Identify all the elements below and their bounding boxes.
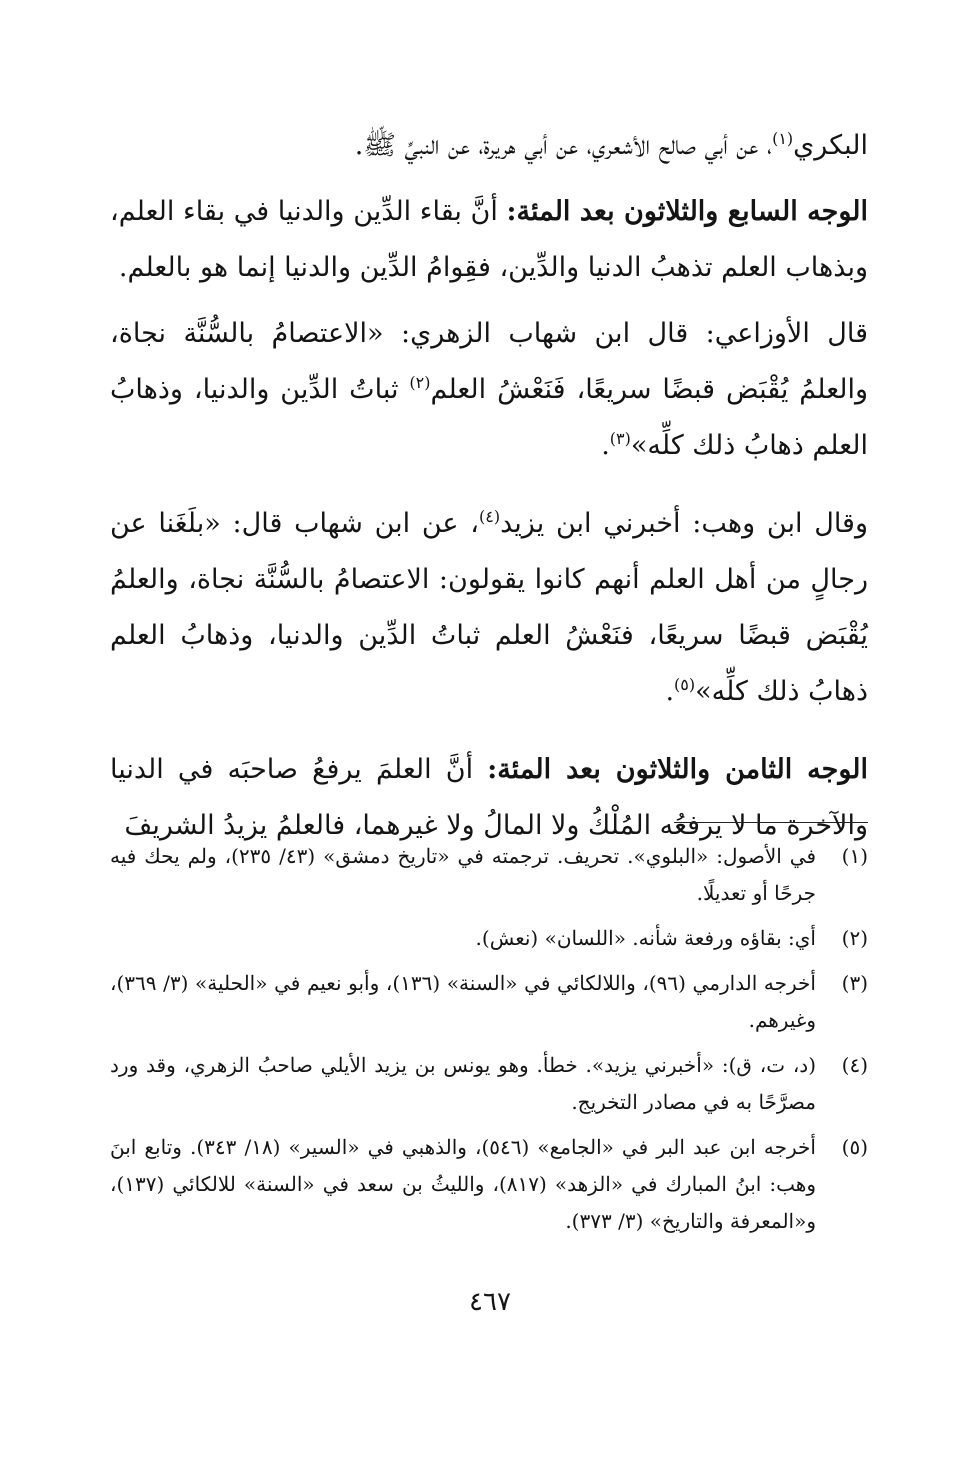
footnote-text: (د، ت، ق): «أخبرني يزيد». خطأ. وهو يونس بن يزيد الأيلي صاحبُ الزهري، وقد ورد مصرَّحًا به في مصادر التخريج. <box>110 1053 816 1114</box>
footnote-number: (٤) <box>841 1053 868 1077</box>
text-segment: ، عن ابن شهاب قال: «بلَغَنا عن رجالٍ من أهل العلم أنهم كانوا يقولون: الاعتصامُ بالسُّنَّة نجاة، والعلمُ يُقْبَض قبضًا سريعًا، فنَعْشُ العلم ثباتُ الدِّين والدنيا، وذهابُ العلم ذهابُ ذلك كلِّه» <box>110 508 868 707</box>
footnote-number: (١) <box>841 844 868 868</box>
footnote-5 <box>110 1129 868 1240</box>
footnote-ref-4: (٤) <box>479 507 501 526</box>
paragraph-1 <box>110 118 868 174</box>
text-segment: ثباتُ الدِّين والدنيا، وذهابُ العلم ذهابُ ذلك كلِّه» <box>110 374 868 461</box>
footnote-text: أي: بقاؤه ورفعة شأنه. «اللسان» (نعش). <box>475 926 816 950</box>
paragraph-2 <box>110 184 868 296</box>
text-segment: وقال ابن وهب: أخبرني ابن يزيد <box>500 508 868 539</box>
footnote-3 <box>110 965 868 1039</box>
paragraph-3 <box>110 306 868 474</box>
text-segment: . <box>601 430 610 461</box>
text-segment: أنَّ العلمَ يرفعُ صاحبَه في الدنيا والآخرة ما لا يرفعُه المُلْكُ ولا المالُ ولا غيرهما، فالعلمُ يزيدُ الشريفَ <box>110 754 868 841</box>
section-heading-138: الوجه الثامن والثلاثون بعد المئة: <box>487 754 869 785</box>
footnote-4 <box>110 1047 868 1121</box>
text-segment: أنَّ بقاء الدِّين والدنيا في بقاء العلم، وبذهاب العلم تذهبُ الدنيا والدِّين، فقِوامُ الدِّين والدنيا إنما هو بالعلم. <box>110 196 868 283</box>
text-segment: البكري <box>793 130 868 161</box>
text-segment: . <box>665 676 675 707</box>
footnotes <box>110 838 868 1248</box>
section-heading-137: الوجه السابع والثلاثون بعد المئة: <box>506 196 868 227</box>
footnote-ref-2: (٢) <box>409 373 431 392</box>
footnote-ref-3: (٣) <box>609 429 631 448</box>
footnote-2 <box>110 920 868 957</box>
footnote-ref-1: (١) <box>772 129 794 148</box>
footnote-divider <box>674 822 868 823</box>
footnote-number: (٣) <box>841 971 868 995</box>
footnote-text: أخرجه ابن عبد البر في «الجامع» (٥٤٦)، والذهبي في «السير» (١٨/ ٣٤٣). وتابع ابنَ وهب: ابنُ المبارك في «الزهد» (٨١٧)، والليثُ بن سعد في «السنة» للالكائي (١٣٧)، و«المعرفة والتاريخ» (٣/ ٣٧٣). <box>110 1135 817 1233</box>
text-segment: ، عن أبي صالح الأشعري، عن أبي هريرة، عن النبيِّ ﷺ. <box>354 130 773 161</box>
footnote-text: أخرجه الدارمي (٩٦)، واللالكائي في «السنة» (١٣٦)، وأبو نعيم في «الحلية» (٣/ ٣٦٩)، وغيرهم. <box>110 971 816 1032</box>
text-segment: قال الأوزاعي: قال ابن شهاب الزهري: «الاعتصامُ بالسُّنَّة نجاة، والعلمُ يُقْبَض قبضًا سريعًا، فَنَعْشُ العلم <box>110 318 869 405</box>
paragraph-4 <box>110 496 868 720</box>
page-number: ٤٦٧ <box>469 1287 511 1317</box>
footnote-text: في الأصول: «البلوي». تحريف. ترجمته في «تاريخ دمشق» (٤٣/ ٢٣٥)، ولم يحك فيه جرحًا أو تعديلًا. <box>110 844 816 905</box>
footnote-1 <box>110 838 868 912</box>
main-text <box>110 118 868 864</box>
footnote-number: (٥) <box>841 1135 868 1159</box>
footnote-ref-5: (٥) <box>674 675 696 694</box>
footnote-number: (٢) <box>841 926 868 950</box>
